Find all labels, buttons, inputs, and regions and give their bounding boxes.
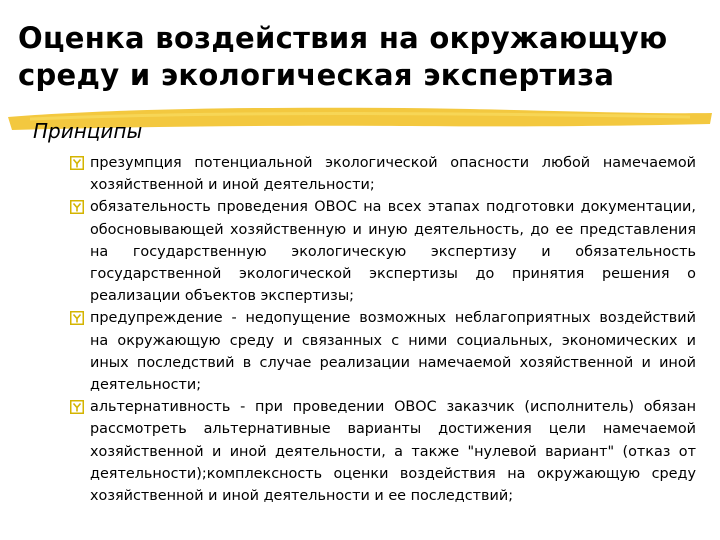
list-item-text: обязательность проведения ОВОС на всех этапах подготовки документации, обосновывающей хозяйственную и иную деятельность, до ее представления на государственную экологическую экспертизу и обязательность государственной экологической экспертизы до принятия решения о реализации объектов экспертизы; — [90, 199, 696, 305]
y-square-bullet-icon — [70, 400, 84, 414]
slide-title — [18, 20, 708, 94]
y-square-bullet-icon — [70, 200, 84, 214]
list-item — [70, 196, 696, 307]
slide-title-line-1: Оценка воздействия на окружающую — [18, 21, 668, 55]
list-item — [70, 152, 696, 196]
principles-list — [70, 152, 696, 507]
list-item-text: предупреждение - недопущение возможных неблагоприятных воздействий на окружающую среду и связанных с ними социальных, экономических и иных последствий в случае реализации намечаемой хозяйственной и иной деятельности; — [90, 310, 696, 394]
y-square-bullet-icon — [70, 311, 84, 325]
slide-title-line-2: среду и экологическая экспертиза — [18, 58, 615, 92]
section-subtitle: Принципы — [33, 119, 143, 143]
y-square-bullet-icon — [70, 156, 84, 170]
list-item-text: альтернативность - при проведении ОВОС заказчик (исполнитель) обязан рассмотреть альтернативные варианты достижения цели намечаемой хозяйственной и иной деятельности, а также "нулевой вариант" (отказ от деятельности);комплексность оценки воздействия на окружающую среду хозяйственной и иной деятельности и ее последствий; — [90, 399, 696, 505]
list-item — [70, 307, 696, 396]
list-item — [70, 396, 696, 507]
list-item-text: презумпция потенциальной экологической опасности любой намечаемой хозяйственной и иной деятельности; — [90, 155, 696, 194]
